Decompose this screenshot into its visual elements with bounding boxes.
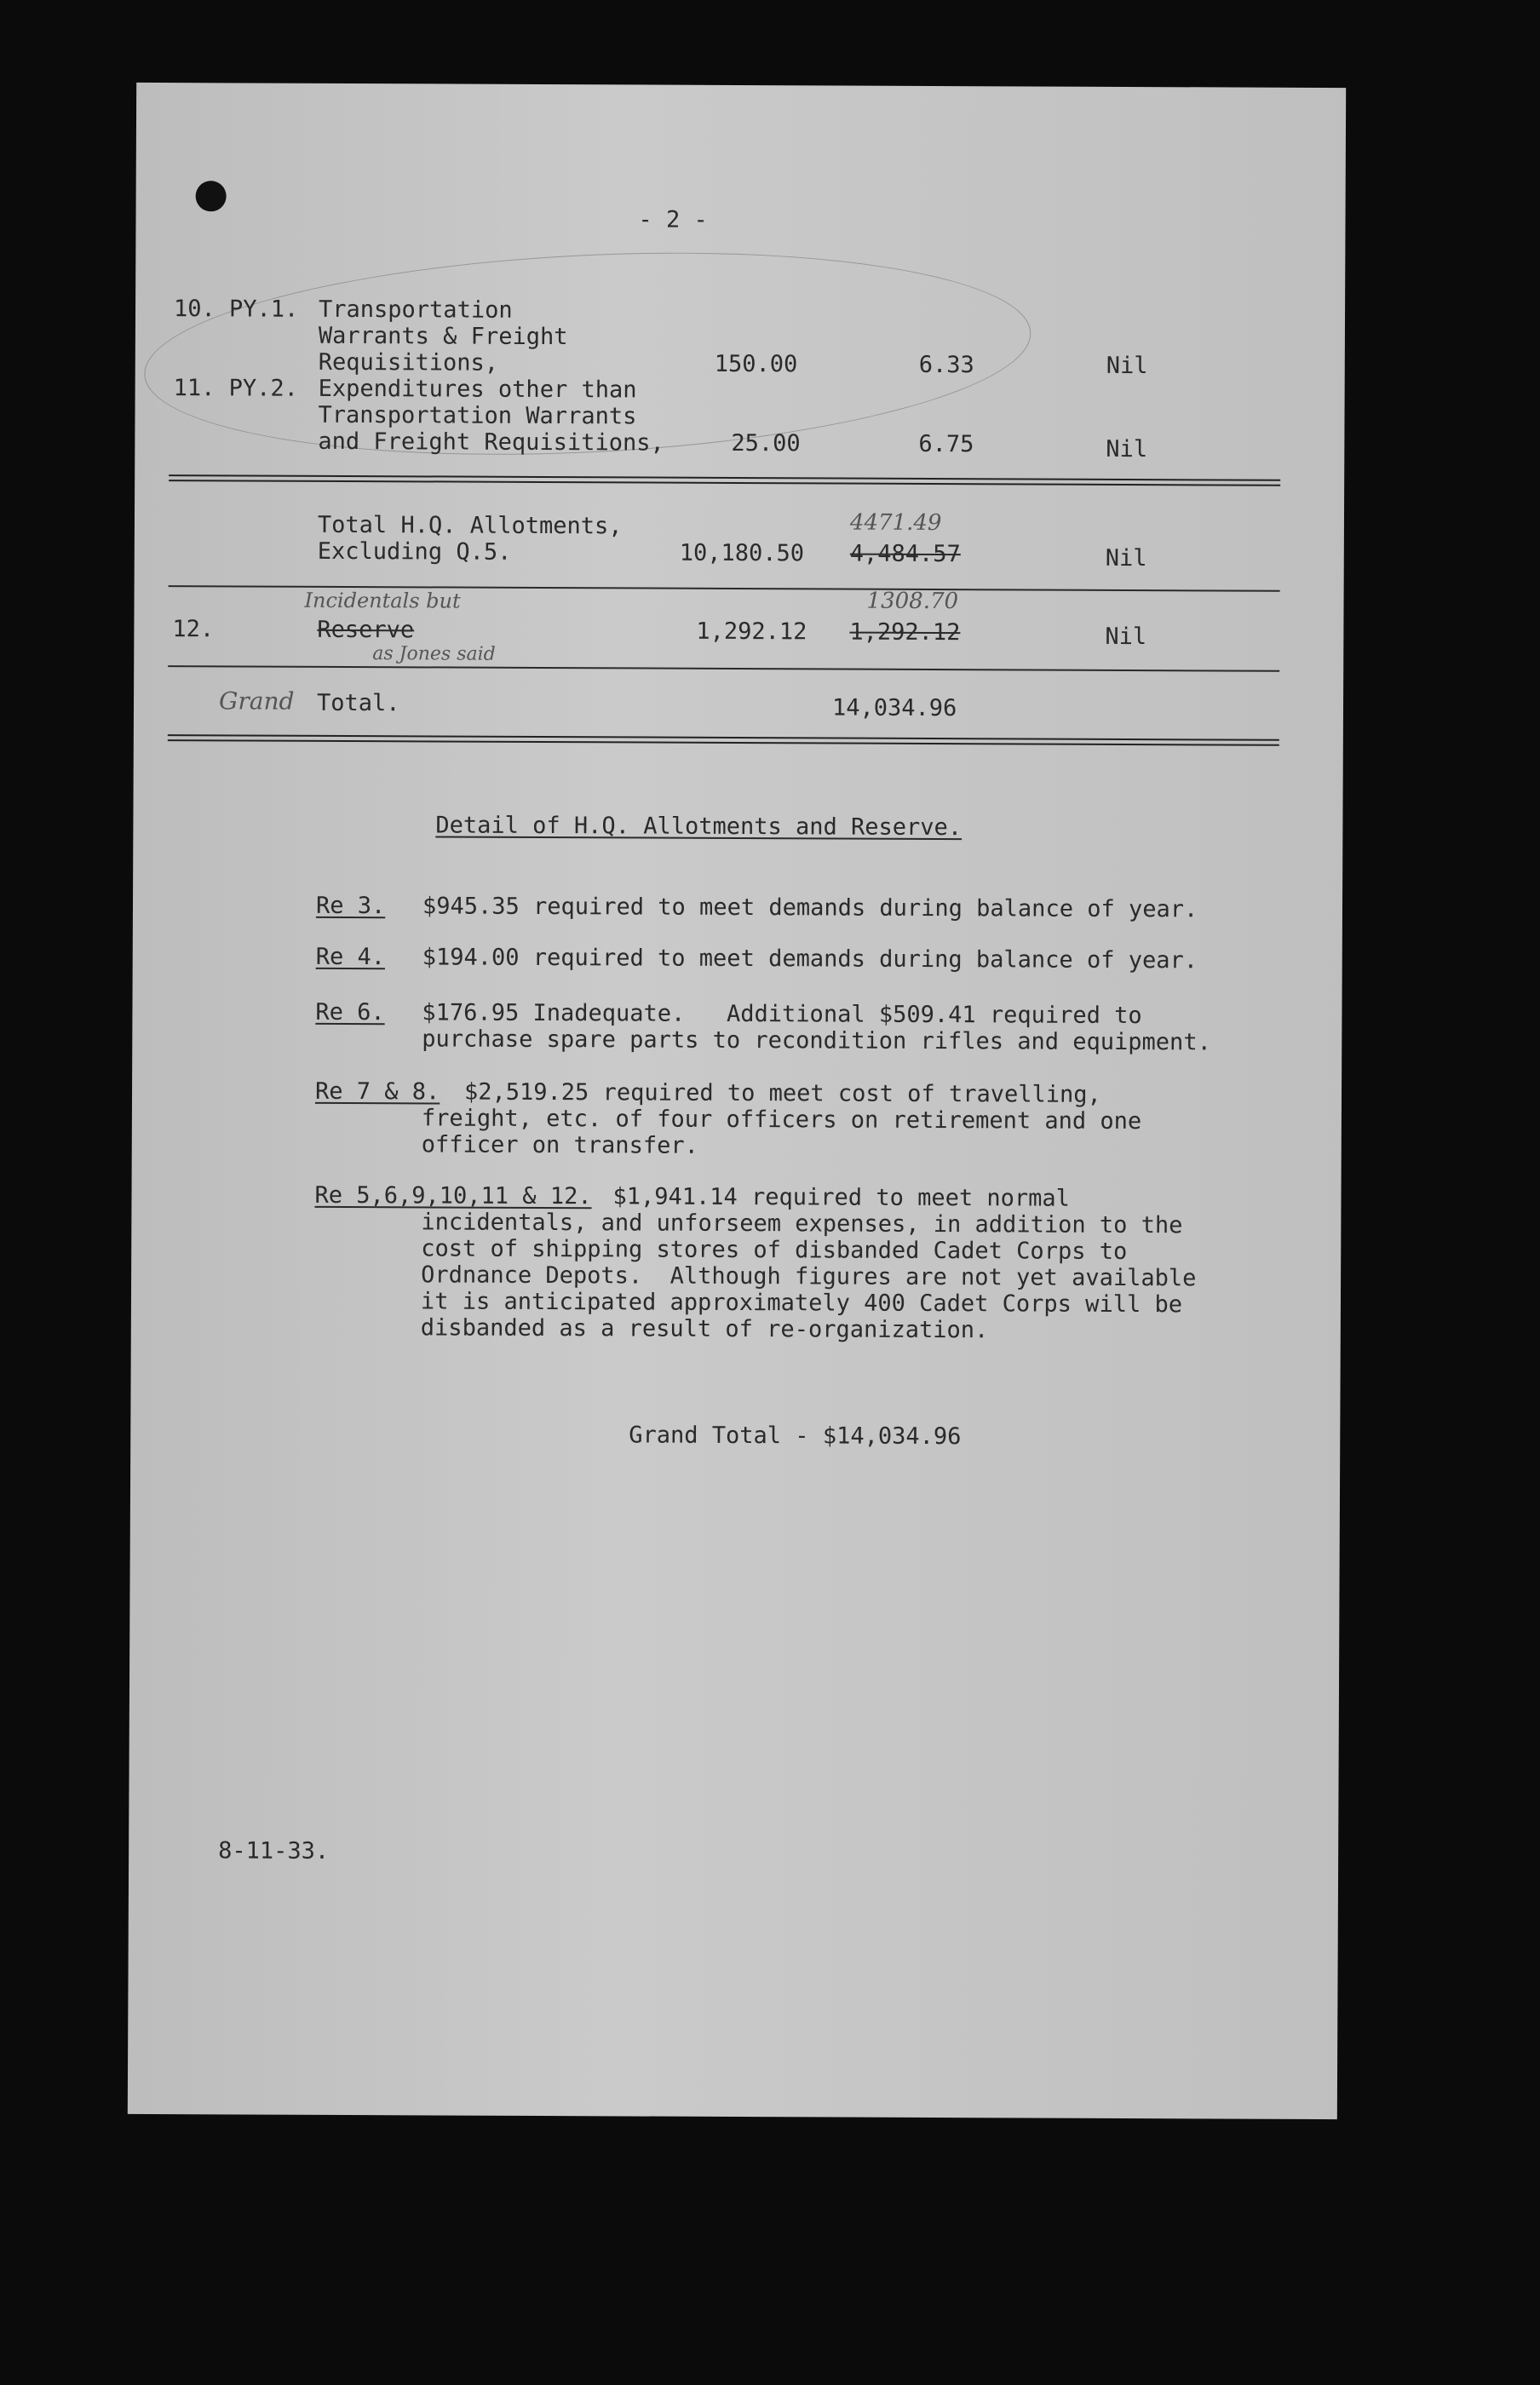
row-10-desc-line-2: Warrants & Freight <box>318 322 568 351</box>
hq-total-label-2: Excluding Q.5. <box>317 537 512 566</box>
handwritten-reserve-note-2: as Jones said <box>372 643 496 665</box>
hq-total-col1: 10,180.50 <box>679 539 805 567</box>
reserve-col1: 1,292.12 <box>696 618 807 646</box>
document-date: 8-11-33. <box>218 1837 330 1865</box>
detail-6-line-1: $176.95 Inadequate. Additional $509.41 required to <box>422 999 1142 1030</box>
detail-5-12-line-6: disbanded as a result of re-organization. <box>420 1314 989 1344</box>
detail-7-8-line-2: freight, etc. of four officers on retirement and one <box>421 1105 1142 1135</box>
table-rule <box>168 665 1279 672</box>
detail-ref-7-8: Re 7 & 8. <box>314 1078 440 1106</box>
reserve-label: Reserve <box>317 616 415 644</box>
row-11-desc-line-1: Expenditures other than <box>318 375 637 404</box>
hq-total-label-1: Total H.Q. Allotments, <box>317 511 623 540</box>
detail-3-line-1: $945.35 required to meet demands during balance of year. <box>422 893 1198 923</box>
handwritten-grand: Grand <box>218 687 295 716</box>
punch-hole <box>196 181 227 211</box>
reserve-col2: 1,292.12 <box>849 618 961 647</box>
detail-5-12-line-5: it is anticipated approximately 400 Cadet Corps will be <box>420 1288 1183 1319</box>
page-number: - 2 - <box>638 206 708 233</box>
row-10-col1: 150.00 <box>714 350 798 378</box>
detail-7-8-line-3: officer on transfer. <box>421 1131 698 1159</box>
row-11-col1: 25.00 <box>731 429 801 457</box>
row-11-desc-line-2: Transportation Warrants <box>318 401 637 430</box>
table-rule <box>168 734 1279 746</box>
detail-ref-6: Re 6. <box>315 998 385 1026</box>
detail-grand-total: Grand Total - $14,034.96 <box>629 1422 962 1451</box>
row-11-col2: 6.75 <box>918 430 974 458</box>
row-10-desc-line-3: Requisitions, <box>318 348 499 376</box>
detail-heading: Detail of H.Q. Allotments and Reserve. <box>435 812 962 842</box>
grand-total-label: Total. <box>316 689 400 717</box>
row-10-desc-line-1: Transportation <box>318 296 513 324</box>
row-11-desc-line-3: and Freight Requisitions, <box>318 428 664 457</box>
grand-total-value: 14,034.96 <box>831 694 957 722</box>
row-11-number: 11. PY.2. <box>173 375 299 402</box>
detail-ref-3: Re 3. <box>315 892 386 920</box>
hq-total-col2: 4,484.57 <box>849 540 961 568</box>
row-10-col2: 6.33 <box>918 351 974 379</box>
detail-5-12-line-2: incidentals, and unforseem expenses, in addition to the <box>421 1209 1183 1239</box>
handwritten-hq-amount: 4471.49 <box>849 509 942 537</box>
reserve-col3: Nil <box>1105 623 1147 651</box>
detail-5-12-line-3: cost of shipping stores of disbanded Cadet Corps to <box>421 1235 1128 1266</box>
row-10-number: 10. PY.1. <box>173 296 299 323</box>
handwritten-reserve-amount: 1308.70 <box>866 588 959 615</box>
row-11-col3: Nil <box>1106 435 1148 463</box>
detail-ref-5-12: Re 5,6,9,10,11 & 12. <box>314 1181 592 1210</box>
row-10-col3: Nil <box>1106 352 1148 380</box>
document-page <box>128 83 1346 2119</box>
detail-ref-4: Re 4. <box>315 943 386 971</box>
reserve-number: 12. <box>172 616 215 643</box>
handwritten-reserve-note-1: Incidentals but <box>304 588 461 613</box>
detail-7-8-line-1: $2,519.25 required to meet cost of travelling, <box>463 1078 1101 1108</box>
hq-total-col3: Nil <box>1105 544 1147 572</box>
table-rule <box>169 474 1280 486</box>
detail-4-line-1: $194.00 required to meet demands during balance of year. <box>422 944 1198 974</box>
detail-5-12-line-4: Ordnance Depots. Although figures are not yet available <box>421 1261 1197 1292</box>
detail-5-12-line-1: $1,941.14 required to meet normal <box>612 1183 1071 1212</box>
detail-6-line-2: purchase spare parts to recondition rifles and equipment. <box>422 1026 1211 1056</box>
